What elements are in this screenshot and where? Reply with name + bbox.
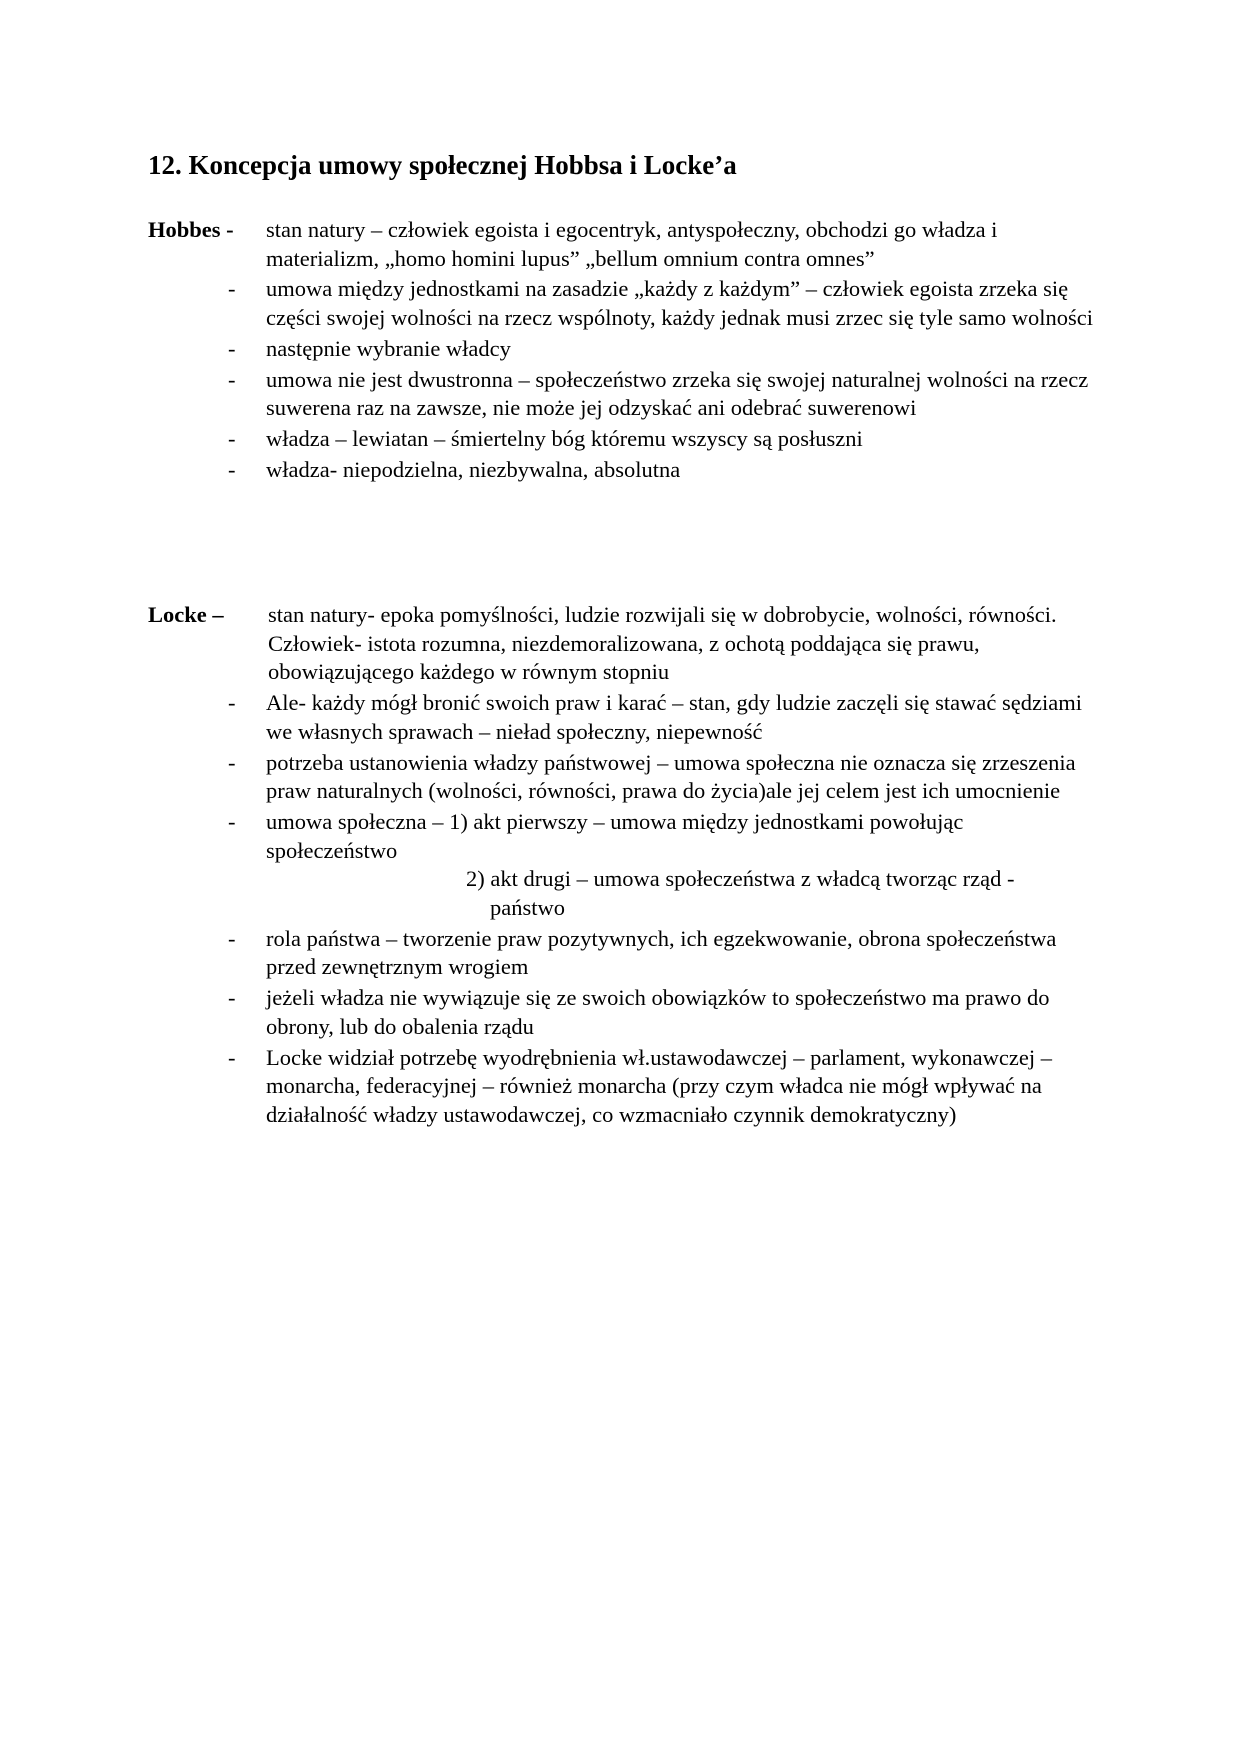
bullet-dash: - xyxy=(228,749,236,775)
act-two-line xyxy=(266,865,1098,922)
act-two-continuation: państwo xyxy=(490,895,565,921)
list-item xyxy=(148,689,1098,746)
list-item xyxy=(148,984,1098,1041)
list-item xyxy=(148,456,1098,485)
locke-state-of-nature: stan natury- epoka pomyślności, ludzie rozwijali się w dobrobycie, wolności, równości. Człowiek- istota rozumna, niezdemoralizowana, z ochotą poddająca się prawu, obowiązującego każdego w równym stopniu xyxy=(268,602,1057,685)
list-item-text: następnie wybranie władcy xyxy=(266,335,511,361)
list-item-text: Locke widział potrzebę wyodrębnienia wł.ustawodawczej – parlament, wykonawczej – monarcha, federacyjnej – również monarcha (przy czym władca nie mógł wpływać na działalność władzy ustawodawczej, co wzmacniało czynnik demokratyczny) xyxy=(266,1044,1052,1127)
bullet-dash: - xyxy=(228,456,236,482)
list-item xyxy=(148,335,1098,364)
act-two-text: 2) akt drugi – umowa społeczeństwa z władcą tworząc rząd - xyxy=(466,866,1015,892)
bullet-dash: - xyxy=(228,925,236,951)
list-item-text: umowa między jednostkami na zasadzie „każdy z każdym” – człowiek egoista zrzeka się części swojej wolności na rzecz wspólnoty, każdy jednak musi zrzec się tyle samo wolności xyxy=(266,276,1094,331)
list-item xyxy=(148,1044,1098,1130)
locke-heading: Locke – xyxy=(148,602,224,627)
list-item-text: władza- niepodzielna, niezbywalna, absolutna xyxy=(266,456,681,482)
list-item xyxy=(148,366,1098,423)
list-item xyxy=(148,808,1098,923)
bullet-dash: - xyxy=(228,985,236,1011)
hobbes-heading: Hobbes - xyxy=(148,217,234,242)
hobbes-section xyxy=(148,216,1098,486)
bullet-dash: - xyxy=(228,276,236,302)
bullet-dash: - xyxy=(228,366,236,392)
list-item-text: władza – lewiatan – śmiertelny bóg któremu wszyscy są posłuszni xyxy=(266,425,863,451)
list-item xyxy=(148,749,1098,806)
page-title: 12. Koncepcja umowy społecznej Hobbsa i Locke’a xyxy=(148,150,737,180)
list-item xyxy=(148,425,1098,454)
hobbes-state-of-nature: stan natury – człowiek egoista i egocentryk, antyspołeczny, obchodzi go władza i materializm, „homo homini lupus” „bellum omnium contra omnes” xyxy=(266,217,998,271)
list-item xyxy=(148,925,1098,982)
bullet-dash: - xyxy=(228,690,236,716)
locke-intro xyxy=(148,601,1098,687)
bullet-dash: - xyxy=(228,425,236,451)
hobbes-intro xyxy=(148,216,1098,273)
bullet-dash: - xyxy=(228,335,236,361)
list-item xyxy=(148,275,1098,332)
list-item-text: potrzeba ustanowienia władzy państwowej – umowa społeczna nie oznacza się zrzeszenia praw naturalnych (wolności, równości, prawa do życia)ale jej celem jest ich umocnienie xyxy=(266,749,1076,804)
locke-section xyxy=(148,601,1098,1132)
list-item-text: umowa społeczna – 1) akt pierwszy – umowa między jednostkami powołując społeczeństwo xyxy=(266,808,964,863)
list-item-text: jeżeli władza nie wywiązuje się ze swoich obowiązków to społeczeństwo ma prawo do obrony, lub do obalenia rządu xyxy=(266,985,1050,1039)
list-item-text: Ale- każdy mógł bronić swoich praw i karać – stan, gdy ludzie zaczęli się stawać sędziami we własnych sprawach – nieład społeczny, niepewność xyxy=(266,690,1082,744)
list-item-text: umowa nie jest dwustronna – społeczeństwo zrzeka się swojej naturalnej wolności na rzecz suwerena raz na zawsze, nie może jej odzyskać ani odebrać suwerenowi xyxy=(266,366,1089,421)
list-item-text: rola państwa – tworzenie praw pozytywnych, ich egzekwowanie, obrona społeczeństwa przed zewnętrznym wrogiem xyxy=(266,925,1057,980)
bullet-dash: - xyxy=(228,808,236,834)
bullet-dash: - xyxy=(228,1044,236,1070)
